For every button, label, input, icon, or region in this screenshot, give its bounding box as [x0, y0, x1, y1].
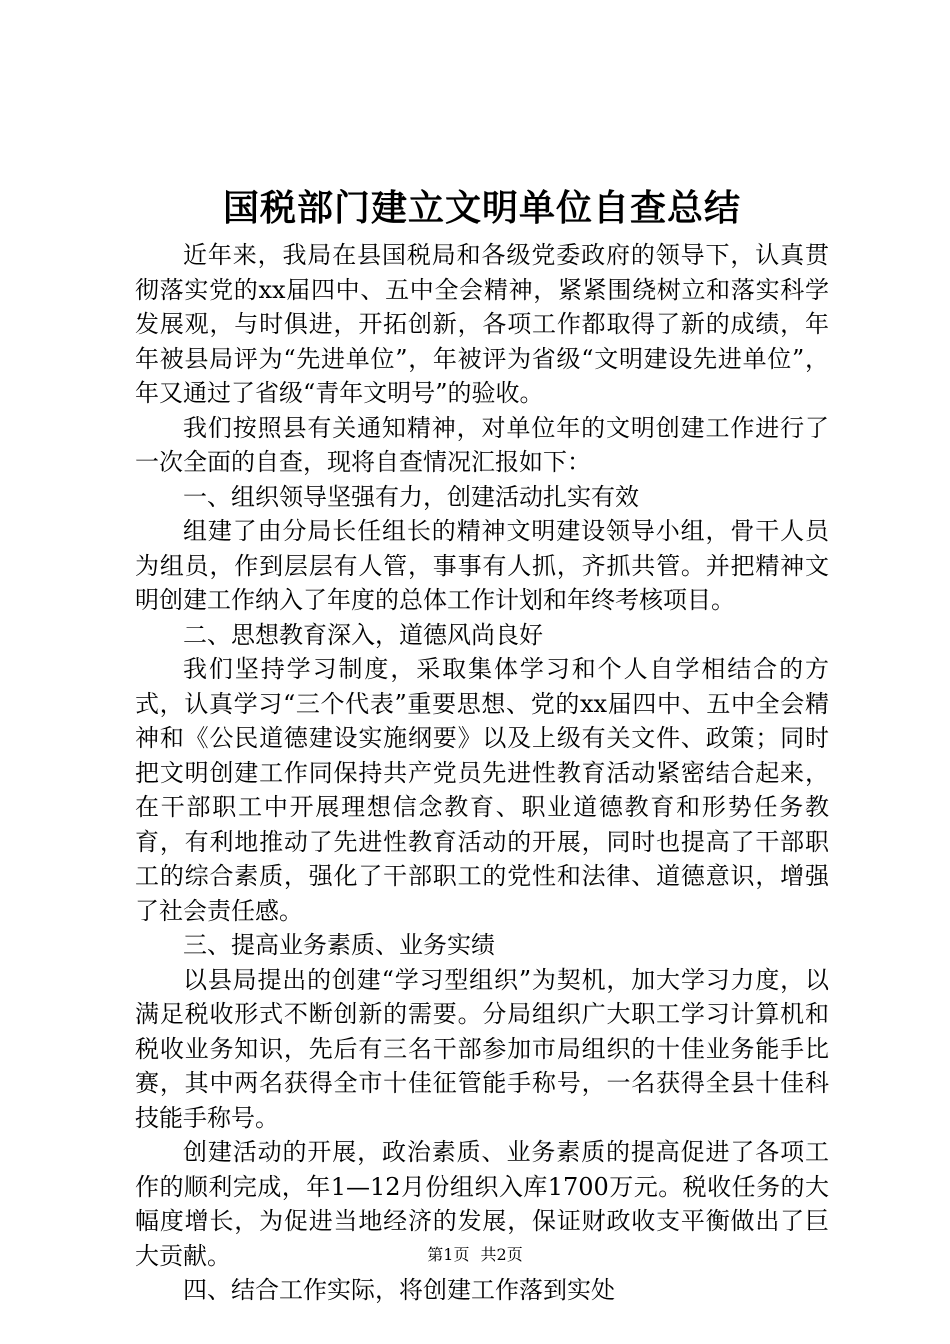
section-heading-1: 一、组织领导坚强有力，创建活动扎实有效	[183, 482, 639, 511]
section-heading-4: 四、结合工作实际，将创建工作落到实处	[183, 1276, 615, 1304]
section-heading-2: 二、思想教育深入，道德风尚良好	[183, 620, 543, 649]
document-title: 国税部门建立文明单位自查总结	[222, 187, 741, 229]
document-page	[135, 182, 829, 1308]
paragraph-section-3b: 创建活动的开展，政治素质、业务素质的提高促进了各项工作的顺利完成，年1—12月份组织入库1700万元。税收任务的大幅度增长，为促进当地经济的发展，保证财政收支平衡做出了巨大贡献。	[135, 1138, 829, 1270]
page-total: 共2页	[480, 1245, 523, 1264]
paragraph-intro: 近年来，我局在县国税局和各级党委政府的领导下，认真贯彻落实党的xx届四中、五中全会精神，紧紧围绕树立和落实科学发展观，与时俱进，开拓创新，各项工作都取得了新的成绩，年年被县局评为“先进单位”，年被评为省级“文明建设先进单位”，年又通过了省级“青年文明号”的验收。	[135, 241, 829, 407]
paragraph-section-3: 以县局提出的创建“学习型组织”为契机，加大学习力度，以满足税收形式不断创新的需要。分局组织广大职工学习计算机和税收业务知识，先后有三名干部参加市局组织的十佳业务能手比赛，其中两名获得全市十佳征管能手称号，一名获得全县十佳科技能手称号。	[135, 965, 829, 1132]
paragraph-section-2: 我们坚持学习制度，采取集体学习和个人自学相结合的方式，认真学习“三个代表”重要思想、党的xx届四中、五中全会精神和《公民道德建设实施纲要》以及上级有关文件、政策；同时把文明创建工作同保持共产党员先进性教育活动紧密结合起来，在干部职工中开展理想信念教育、职业道德教育和形势任务教育，有利地推动了先进性教育活动的开展，同时也提高了干部职工的综合素质，强化了干部职工的党性和法律、道德意识，增强了社会责任感。	[135, 655, 829, 925]
paragraph-self-check: 我们按照县有关通知精神，对单位年的文明创建工作进行了一次全面的自查，现将自查情况汇报如下：	[135, 413, 829, 476]
section-heading-3: 三、提高业务素质、业务实绩	[183, 931, 495, 959]
paragraph-section-1: 组建了由分局长任组长的精神文明建设领导小组，骨干人员为组员，作到层层有人管，事事有人抓，齐抓共管。并把精神文明创建工作纳入了年度的总体工作计划和年终考核项目。	[135, 517, 829, 614]
page-number: 第1页	[427, 1245, 470, 1264]
page-footer	[0, 1244, 950, 1266]
